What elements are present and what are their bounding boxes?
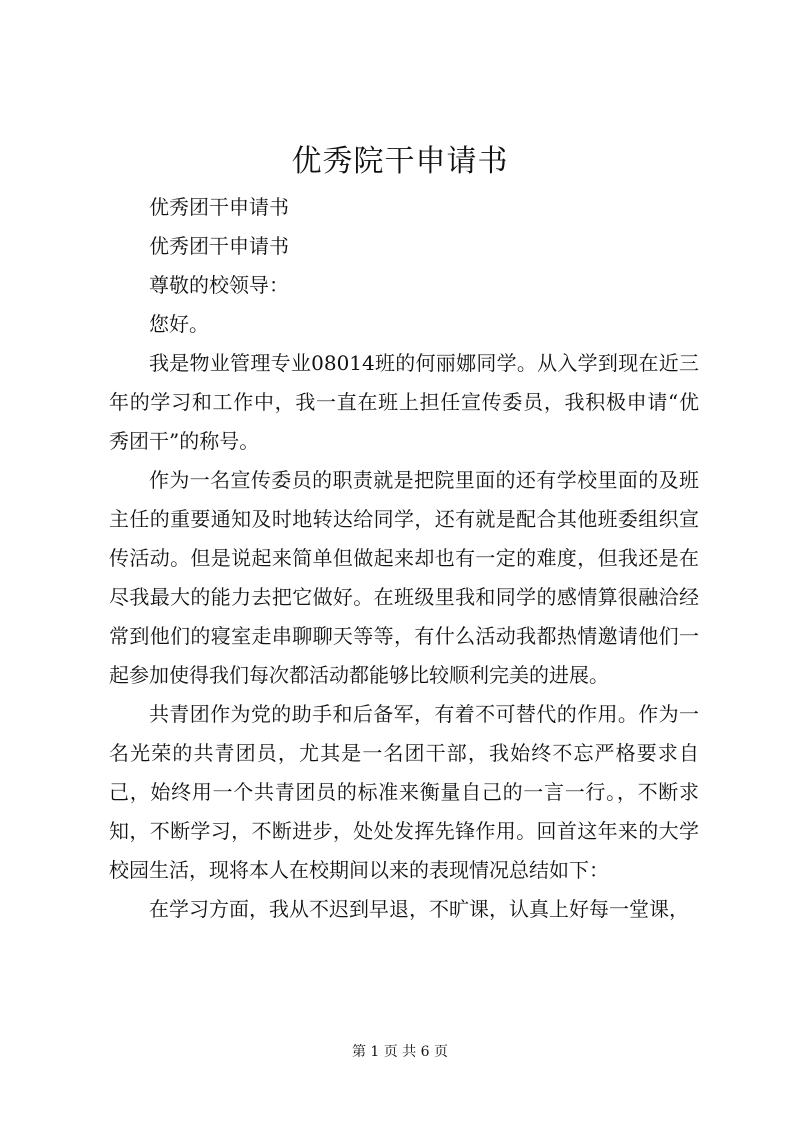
- paragraph-heading-1: 优秀团干申请书: [149, 195, 289, 219]
- paragraph-greeting: 您好。: [149, 312, 209, 336]
- paragraph-duties: 作为一名宣传委员的职责就是把院里面的还有学校里面的及班主任的重要通知及时地转达给同学，还有就是配合其他班委组织宣传活动。但是说起来简单但做起来却也有一定的难度，但我还是在尽我最大的能力去把它做好。在班级里我和同学的感情算很融洽经常到他们的寝室走串聊聊天等等，有什么活动我都热情邀请他们一起参加使得我们每次都活动都能够比较顺利完美的进展。: [109, 468, 699, 687]
- paragraph-heading-2: 优秀团干申请书: [149, 234, 289, 258]
- paragraph-introduction: 我是物业管理专业08014班的何丽娜同学。从入学到现在近三年的学习和工作中，我一直在班上担任宣传委员，我积极申请“优秀团干”的称号。: [109, 351, 699, 453]
- paragraph-salutation: 尊敬的校领导：: [149, 273, 289, 297]
- page-number-footer: 第 1 页 共 6 页: [351, 1044, 449, 1060]
- paragraph-study: 在学习方面，我从不迟到早退，不旷课，认真上好每一堂课，: [149, 897, 689, 921]
- document-body: [109, 188, 699, 929]
- paragraph-league-role: 共青团作为党的助手和后备军，有着不可替代的作用。作为一名光荣的共青团员，尤其是一名团干部，我始终不忘严格要求自己，始终用一个共青团员的标准来衡量自己的一言一行。，不断求知，不断学习，不断进步，处处发挥先锋作用。回首这年来的大学校园生活，现将本人在校期间以来的表现情况总结如下：: [109, 702, 699, 882]
- page-title: 优秀院干申请书: [291, 144, 509, 179]
